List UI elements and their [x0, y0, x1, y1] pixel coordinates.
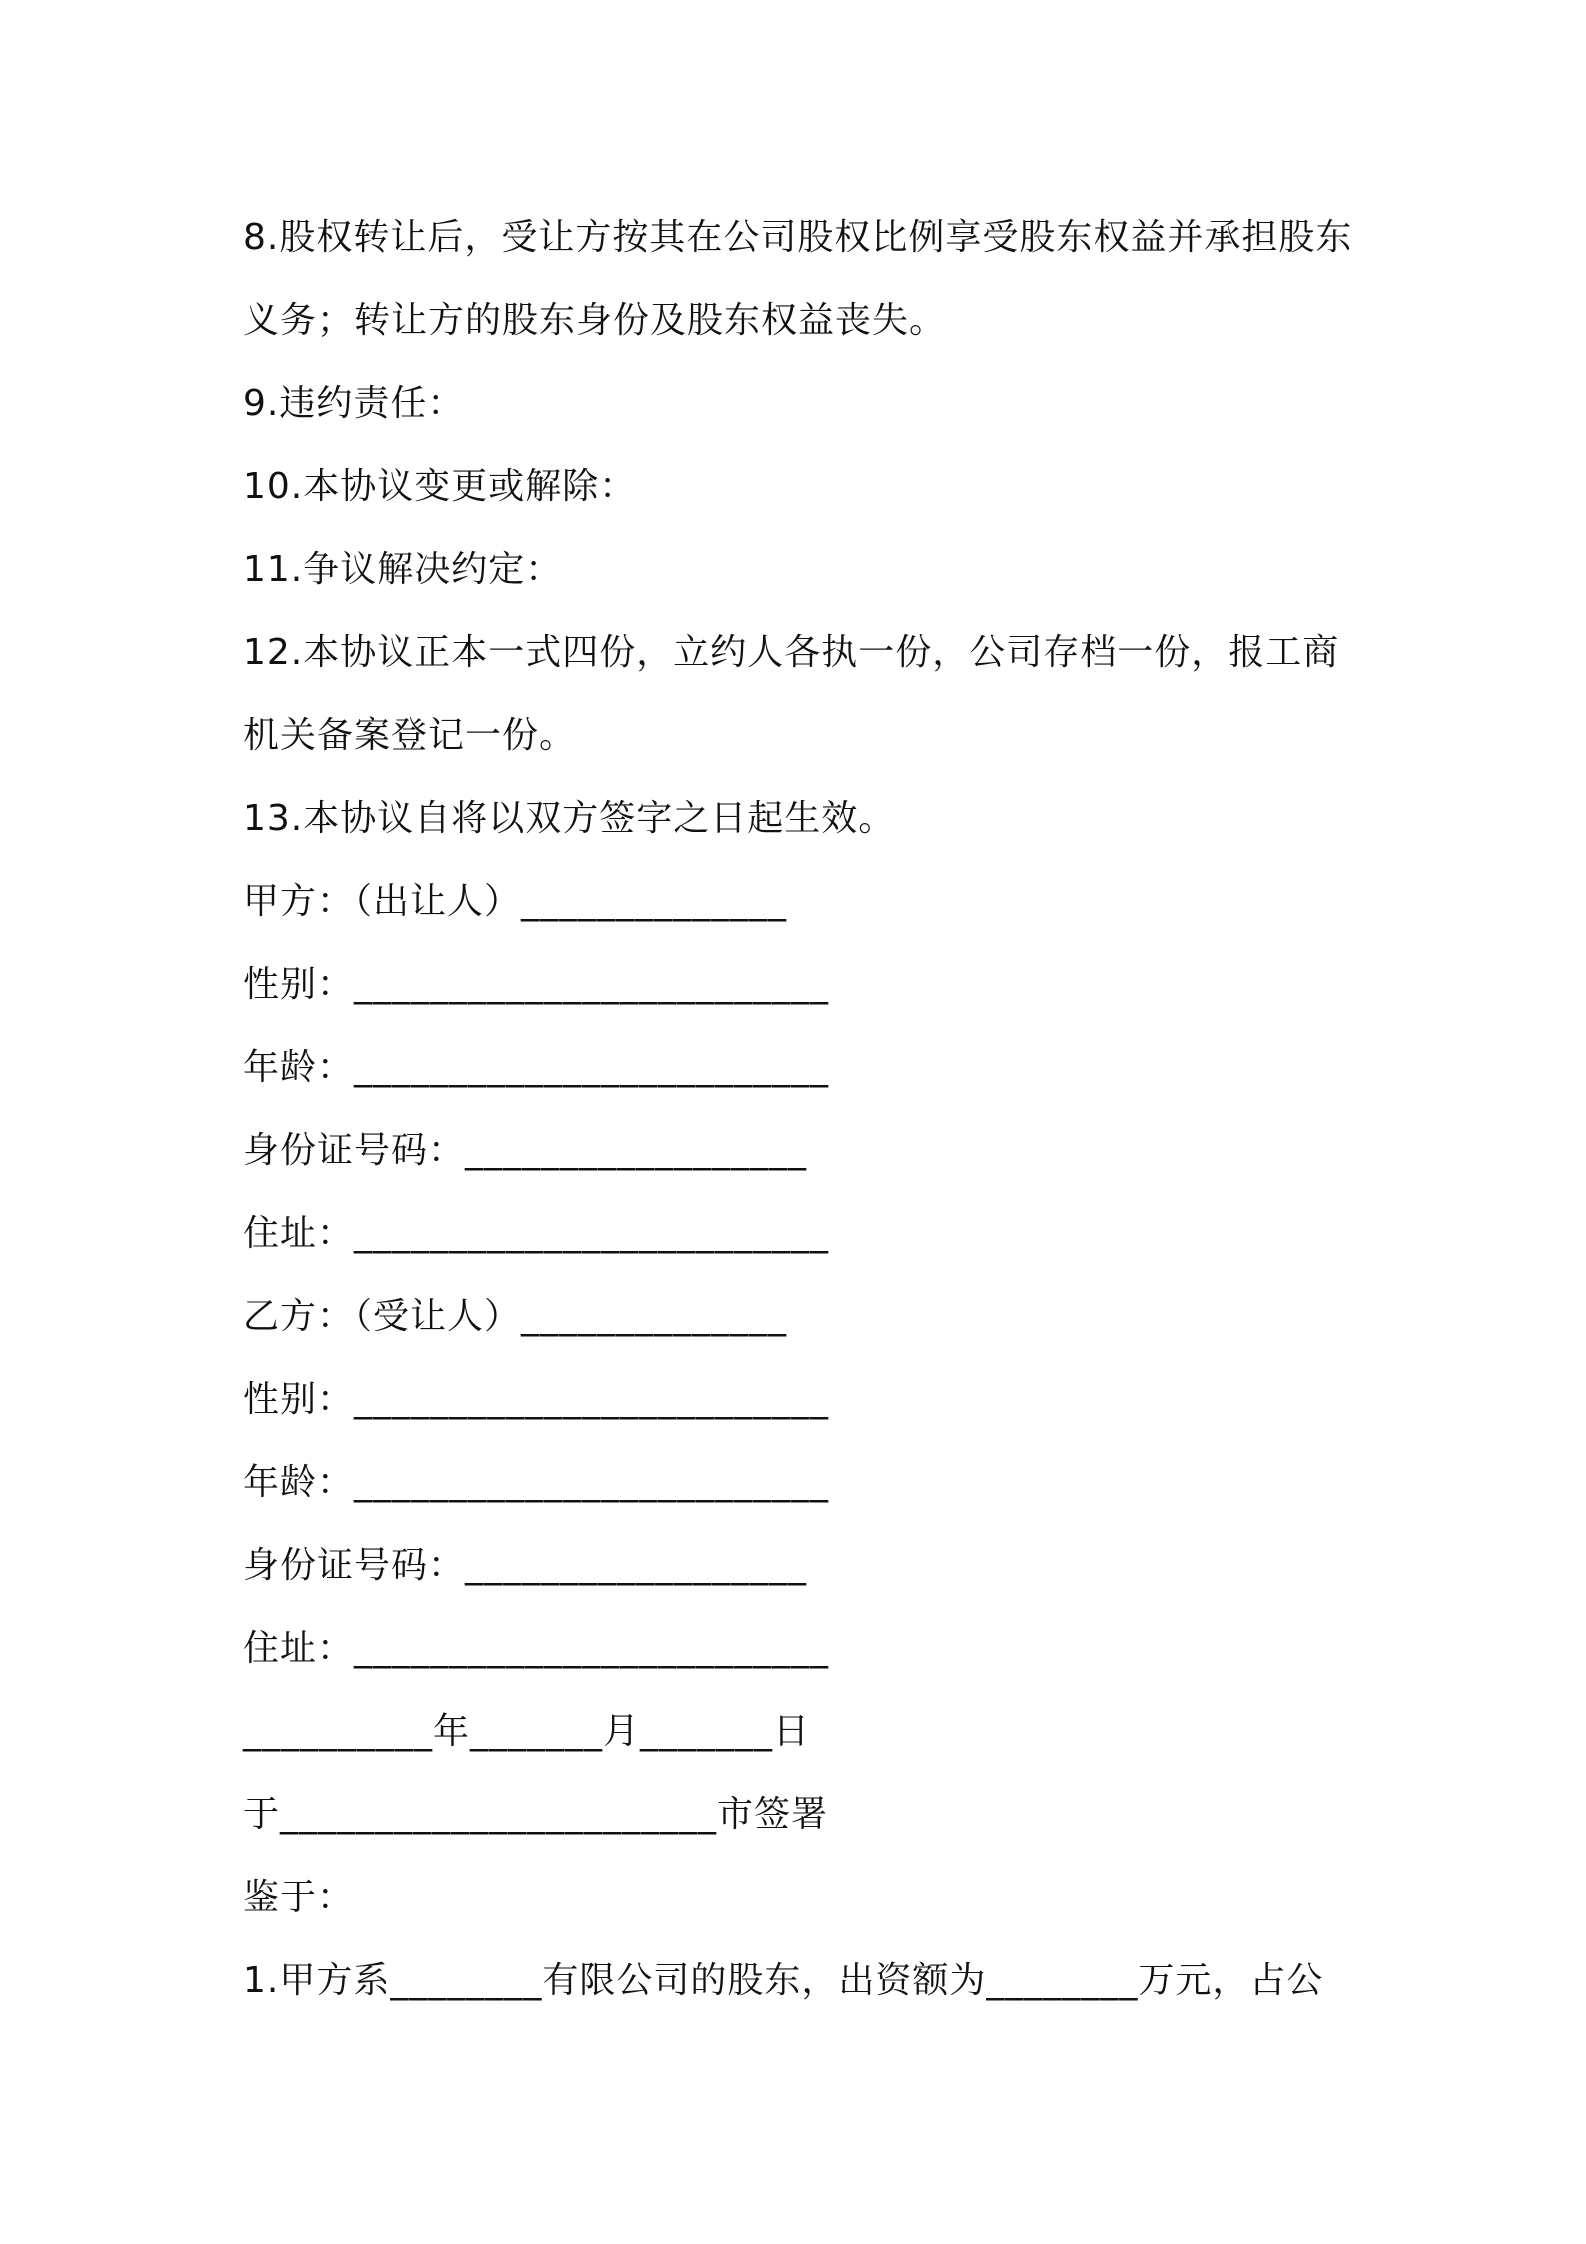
- signing-city-field: 于_______________________市签署: [243, 1794, 829, 1835]
- date-field: __________年_______月_______日: [243, 1711, 810, 1752]
- clause-8-line-2: 义务；转让方的股东身份及股东权益丧失。: [243, 300, 947, 341]
- clause-8-line-1: 8.股权转让后，受让方按其在公司股权比例享受股东权益并承担股东: [243, 217, 1353, 258]
- clause-11: 11.争议解决约定：: [243, 549, 563, 590]
- whereas-heading: 鉴于：: [243, 1877, 355, 1918]
- party-a-address-field: 住址：_________________________: [243, 1213, 830, 1254]
- clause-12-line-2: 机关备案登记一份。: [243, 715, 577, 756]
- clause-9: 9.违约责任：: [243, 383, 465, 424]
- clause-13: 13.本协议自将以双方签字之日起生效。: [243, 798, 896, 839]
- party-a-gender-field: 性别：_________________________: [243, 964, 830, 1005]
- party-b-address-field: 住址：_________________________: [243, 1628, 830, 1669]
- party-b-id-field: 身份证号码：__________________: [243, 1545, 808, 1586]
- party-b-age-field: 年龄：_________________________: [243, 1462, 830, 1503]
- party-a-age-field: 年龄：_________________________: [243, 1047, 830, 1088]
- party-b-field: 乙方：（受让人）______________: [243, 1296, 788, 1337]
- clause-12-line-1: 12.本协议正本一式四份，立约人各执一份，公司存档一份，报工商: [243, 632, 1340, 673]
- party-a-field: 甲方：（出让人）______________: [243, 881, 788, 922]
- recital-1-line-1: 1.甲方系________有限公司的股东，出资额为________万元，占公: [243, 1960, 1324, 2001]
- clause-10: 10.本协议变更或解除：: [243, 466, 637, 507]
- party-a-id-field: 身份证号码：__________________: [243, 1130, 808, 1171]
- document-body: [243, 196, 1353, 2022]
- party-b-gender-field: 性别：_________________________: [243, 1379, 830, 1420]
